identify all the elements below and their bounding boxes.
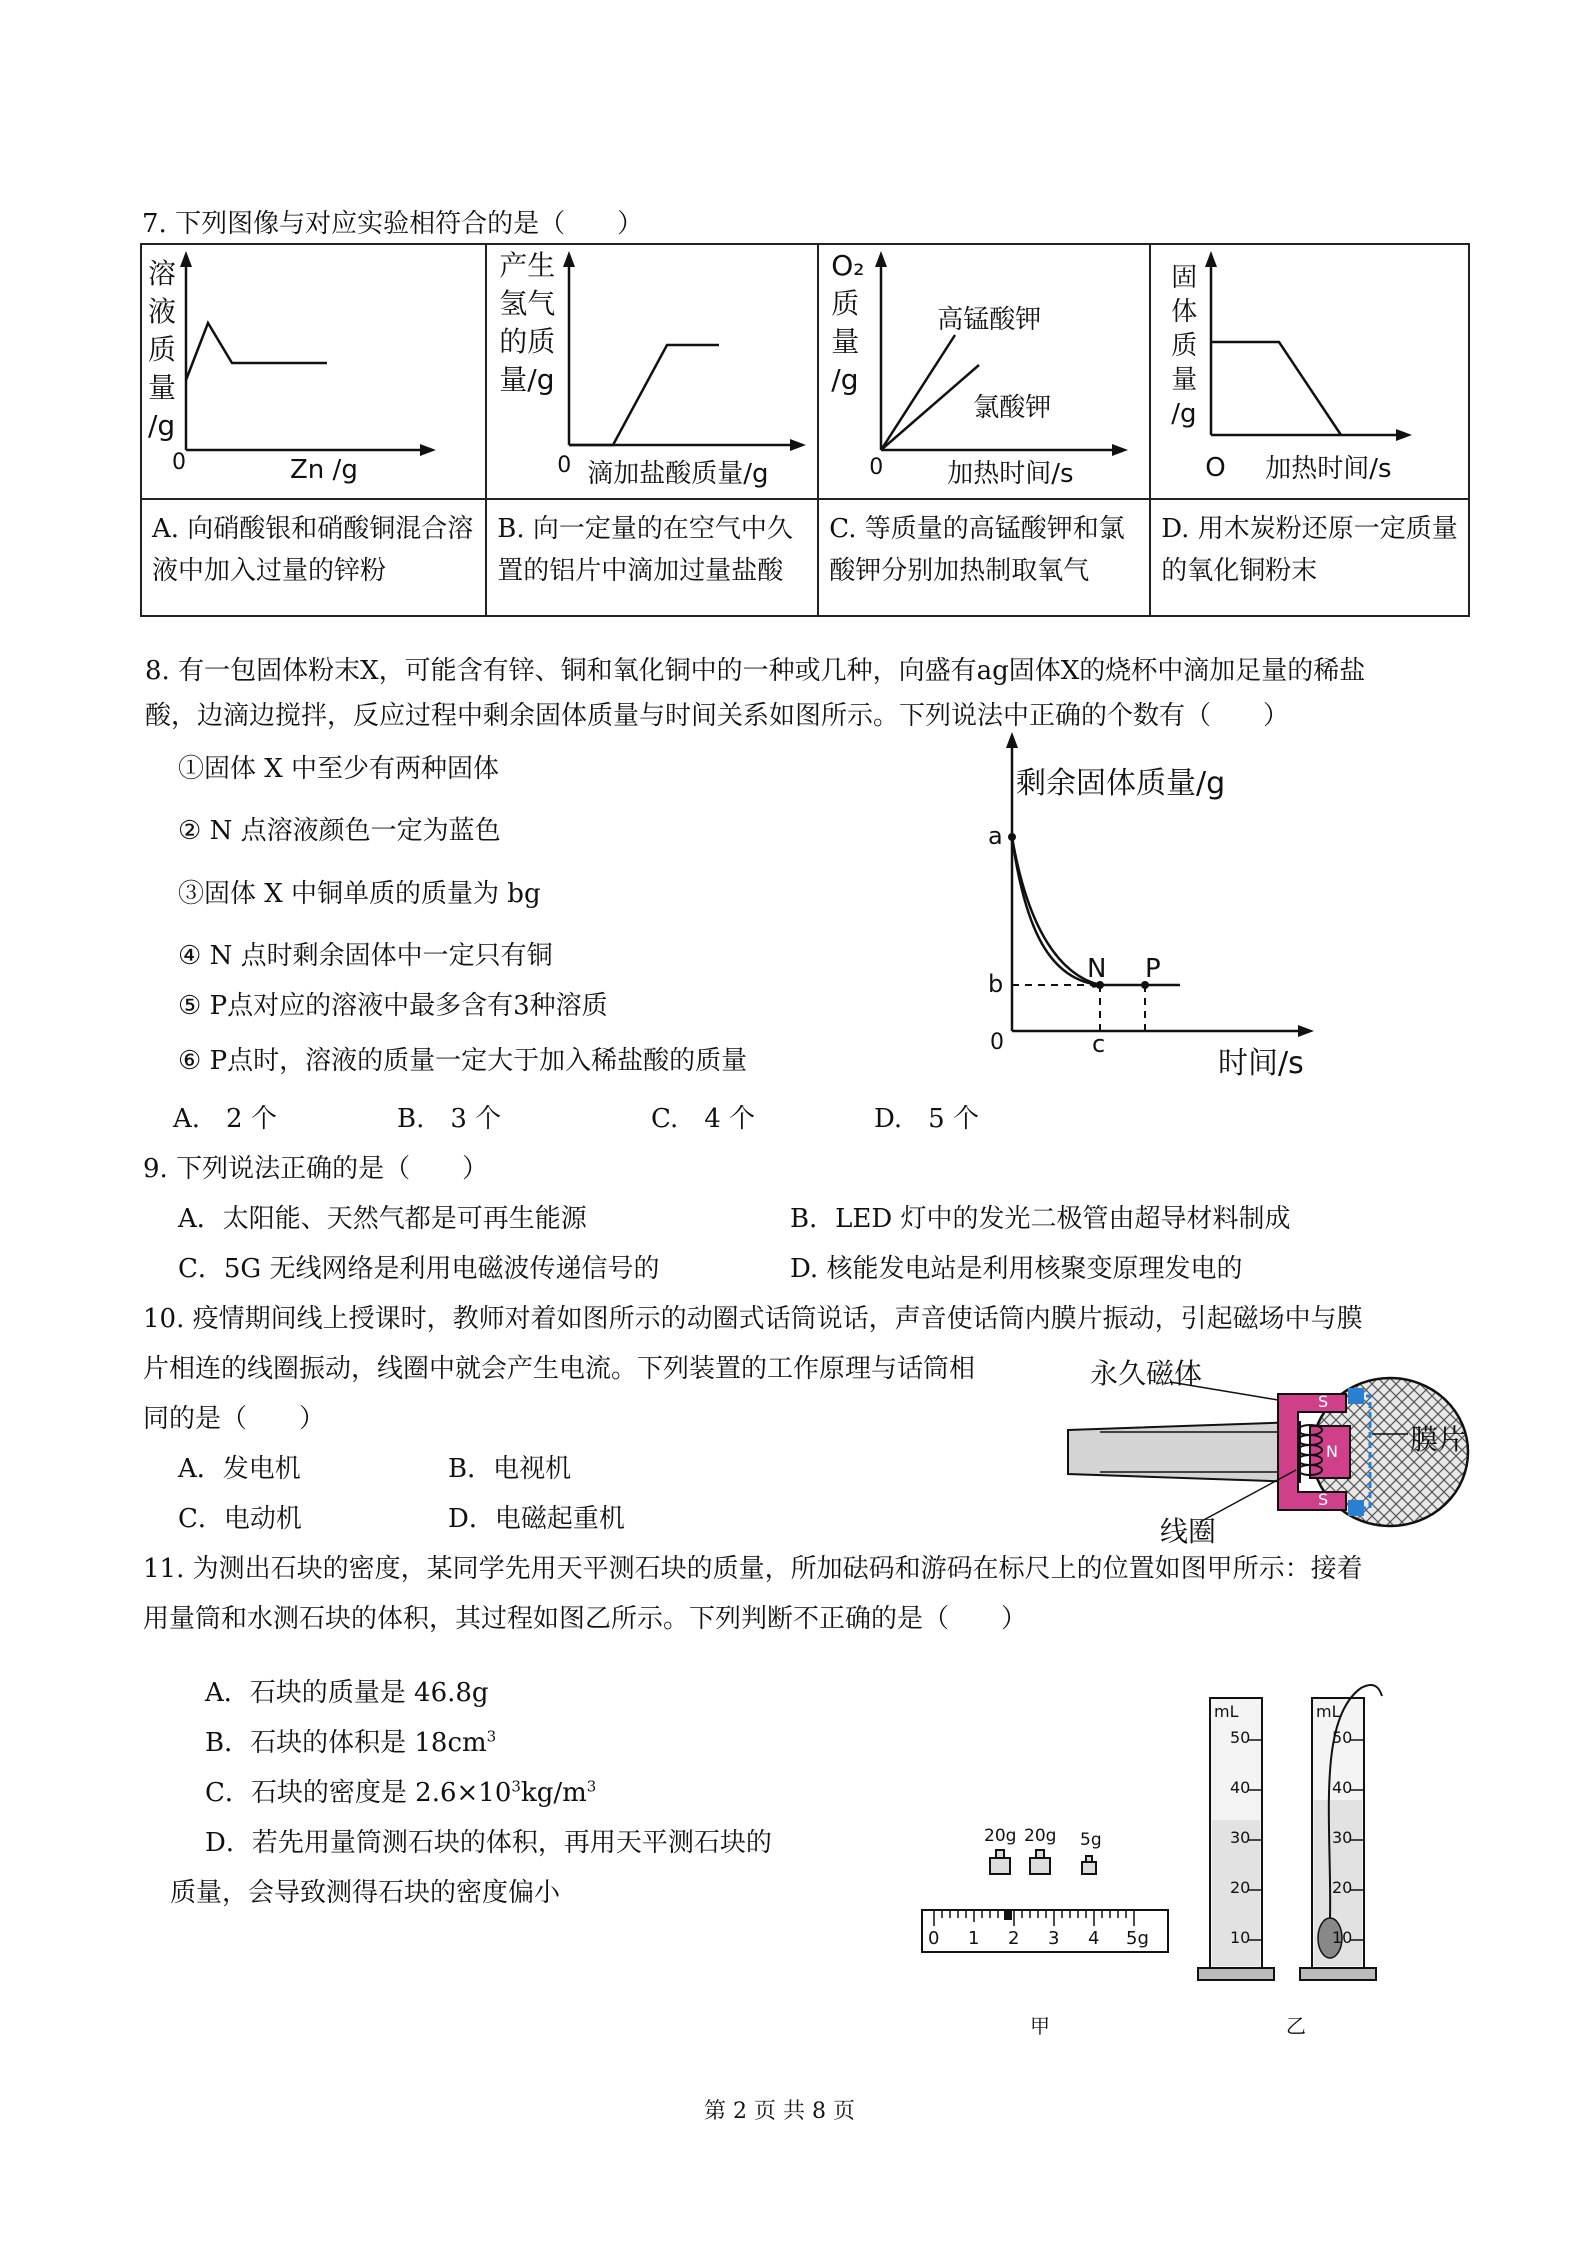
q7a-ylabel-4: /g <box>148 409 176 442</box>
q8-graph-a: a <box>988 822 1003 850</box>
q8-option-c: C. 4 个 <box>651 1104 756 1134</box>
cyl2-tick-40: 40 <box>1332 1778 1353 1797</box>
q11-stem-line2: 用量筒和水测石块的体积，其过程如图乙所示。下列判断不正确的是（ ） <box>143 1604 1028 1634</box>
q10-option-b: B．电视机 <box>448 1454 572 1484</box>
weight-3-label: 5g <box>1080 1830 1102 1850</box>
q7c-origin: 0 <box>869 455 884 480</box>
coil-label: 线圈 <box>1160 1515 1217 1548</box>
cyl1-tick-50: 50 <box>1230 1728 1251 1747</box>
q8-statement-1: ①固体 X 中至少有两种固体 <box>178 754 500 784</box>
q8-option-d: D. 5 个 <box>874 1104 979 1134</box>
q8-graph-xlabel: 时间/s <box>1218 1046 1304 1081</box>
magnet-label: 永久磁体 <box>1090 1357 1203 1390</box>
weight-1-label: 20g <box>984 1826 1017 1846</box>
scale-tick-4: 4 <box>1088 1928 1100 1949</box>
cyl1-tick-40: 40 <box>1230 1778 1251 1797</box>
q8-statement-4: ④ N 点时剩余固体中一定只有铜 <box>178 941 553 971</box>
q7a-origin: 0 <box>172 450 186 475</box>
cyl1-unit: mL <box>1214 1702 1239 1721</box>
q8-graph-origin: 0 <box>990 1030 1004 1055</box>
cyl1-tick-20: 20 <box>1230 1878 1251 1897</box>
q7d-ylabel-1: 体 <box>1171 297 1198 327</box>
cyl1-tick-10: 10 <box>1230 1928 1251 1947</box>
q9-option-b: B．LED 灯中的发光二极管由超导材料制成 <box>790 1204 1291 1234</box>
scale-tick-3: 3 <box>1048 1928 1060 1949</box>
q7d-origin: O <box>1205 453 1226 483</box>
q7-option-b: B. 向一定量的在空气中久置的铝片中滴加过量盐酸 <box>486 499 818 616</box>
q9-option-c: C．5G 无线网络是利用电磁波传递信号的 <box>178 1254 660 1284</box>
q7c-ylabel-1: 质 <box>831 287 860 320</box>
q9-option-d: D. 核能发电站是利用核聚变原理发电的 <box>790 1254 1243 1284</box>
q8-option-b: B. 3 个 <box>397 1104 502 1134</box>
q8-option-a: A. 2 个 <box>173 1104 277 1134</box>
q11-option-b: B．石块的体积是 $18cm^3$ <box>205 1727 497 1758</box>
q9-stem: 9. 下列说法正确的是（ ） <box>143 1154 489 1184</box>
q8-graph-P: P <box>1145 954 1161 984</box>
magnet-s-bottom: S <box>1318 1490 1329 1509</box>
q10-option-d: D．电磁起重机 <box>448 1504 625 1534</box>
q10-option-c: C．电动机 <box>178 1504 302 1534</box>
cyl2-tick-20: 20 <box>1332 1878 1353 1897</box>
q7a-ylabel-2: 质 <box>148 333 177 366</box>
q7-option-d: D. 用木炭粉还原一定质量的氧化铜粉末 <box>1150 499 1469 616</box>
q8-statement-5: ⑤ P点对应的溶液中最多含有3种溶质 <box>178 991 608 1021</box>
q7b-ylabel-1: 氢气 <box>499 287 556 320</box>
figure-yi-label: 乙 <box>1286 2014 1306 2038</box>
page-footer: 第 2 页 共 8 页 <box>704 2099 855 2124</box>
q10-stem-line3: 同的是（ ） <box>143 1404 326 1434</box>
q7-option-c: C. 等质量的高锰酸钾和氯酸钾分别加热制取氧气 <box>818 499 1150 616</box>
q8-graph-c: c <box>1092 1030 1106 1058</box>
magnet-s-top: S <box>1318 1392 1329 1411</box>
q7c-xlabel: 加热时间/s <box>947 459 1074 489</box>
q7d-ylabel-2: 质 <box>1171 331 1198 361</box>
weight-2-label: 20g <box>1024 1826 1057 1846</box>
magnet-n: N <box>1326 1442 1338 1461</box>
cyl1-tick-30: 30 <box>1230 1828 1251 1847</box>
q7b-ylabel-2: 的质 <box>499 325 556 358</box>
q9-option-a: A．太阳能、天然气都是可再生能源 <box>178 1204 587 1234</box>
scale-tick-0: 0 <box>928 1928 940 1949</box>
q8-statement-3: ③固体 X 中铜单质的质量为 bg <box>178 879 541 909</box>
cyl2-tick-30: 30 <box>1332 1828 1353 1847</box>
q11-stem-line1: 11. 为测出石块的密度，某同学先用天平测石块的质量，所加砝码和游码在标尺上的位置如图甲所示：接着 <box>143 1554 1363 1584</box>
q10-option-a: A．发电机 <box>178 1454 301 1484</box>
q11-option-c: C．石块的密度是 $2.6\times 10^3kg/m^3$ <box>205 1777 597 1808</box>
q7a-xlabel: Zn /g <box>290 455 358 485</box>
q7c-ylabel-2: 量 <box>831 325 860 358</box>
q8-stem-line1: 8. 有一包固体粉末X，可能含有锌、铜和氧化铜中的一种或几种，向盛有ag固体X的烧杯中滴加足量的稀盐 <box>145 656 1366 686</box>
q7b-ylabel-3: 量/g <box>499 363 555 396</box>
q8-graph-N: N <box>1087 954 1107 984</box>
figure-jia-label: 甲 <box>1030 2014 1050 2038</box>
q7b-origin: 0 <box>557 453 572 478</box>
q7d-ylabel-3: 量 <box>1171 365 1198 395</box>
q7a-ylabel-1: 液 <box>148 295 177 328</box>
q7c-series2-label: 氯酸钾 <box>973 393 1052 423</box>
scale-tick-5: 5g <box>1126 1928 1149 1949</box>
q8-statement-6: ⑥ P点时，溶液的质量一定大于加入稀盐酸的质量 <box>178 1046 748 1076</box>
q11-option-a: A．石块的质量是 46.8g <box>205 1678 489 1708</box>
q7b-ylabel-0: 产生 <box>499 249 556 282</box>
q7c-ylabel-3: /g <box>831 363 859 396</box>
q7d-ylabel-4: /g <box>1171 399 1197 429</box>
cyl2-tick-50: 50 <box>1332 1728 1353 1747</box>
q7c-ylabel-0: O₂ <box>831 249 865 282</box>
q8-graph-ylabel: 剩余固体质量/g <box>1016 766 1226 801</box>
q8-stem-line2: 酸，边滴边搅拌，反应过程中剩余固体质量与时间关系如图所示。下列说法中正确的个数有（ ） <box>145 701 1290 731</box>
q7a-ylabel-0: 溶 <box>148 257 177 290</box>
q7-option-a: A. 向硝酸银和硝酸铜混合溶液中加入过量的锌粉 <box>141 499 486 616</box>
scale-tick-2: 2 <box>1008 1928 1020 1949</box>
q7d-xlabel: 加热时间/s <box>1265 454 1392 484</box>
scale-tick-1: 1 <box>968 1928 980 1949</box>
q11-option-d-line1: D．若先用量筒测石块的体积，再用天平测石块的 <box>205 1828 772 1858</box>
q8-statement-2: ② N 点溶液颜色一定为蓝色 <box>178 816 501 846</box>
q8-graph-b: b <box>988 970 1004 998</box>
cyl2-unit: mL <box>1316 1702 1341 1721</box>
q10-stem-line2: 片相连的线圈振动，线圈中就会产生电流。下列装置的工作原理与话筒相 <box>143 1354 976 1384</box>
membrane-label: 膜片 <box>1410 1423 1467 1456</box>
q11-option-d-line2: 质量，会导致测得石块的密度偏小 <box>170 1878 561 1908</box>
q7d-ylabel-0: 固 <box>1171 263 1198 293</box>
q7-stem: 7. 下列图像与对应实验相符合的是（ ） <box>142 209 644 239</box>
q10-stem-line1: 10. 疫情期间线上授课时，教师对着如图所示的动圈式话筒说话，声音使话筒内膜片振动，引起磁场中与膜 <box>143 1304 1363 1334</box>
q7b-xlabel: 滴加盐酸质量/g <box>587 459 769 489</box>
q7a-ylabel-3: 量 <box>148 371 177 404</box>
q7c-series1-label: 高锰酸钾 <box>937 305 1042 335</box>
cyl2-tick-10: 10 <box>1332 1928 1353 1947</box>
